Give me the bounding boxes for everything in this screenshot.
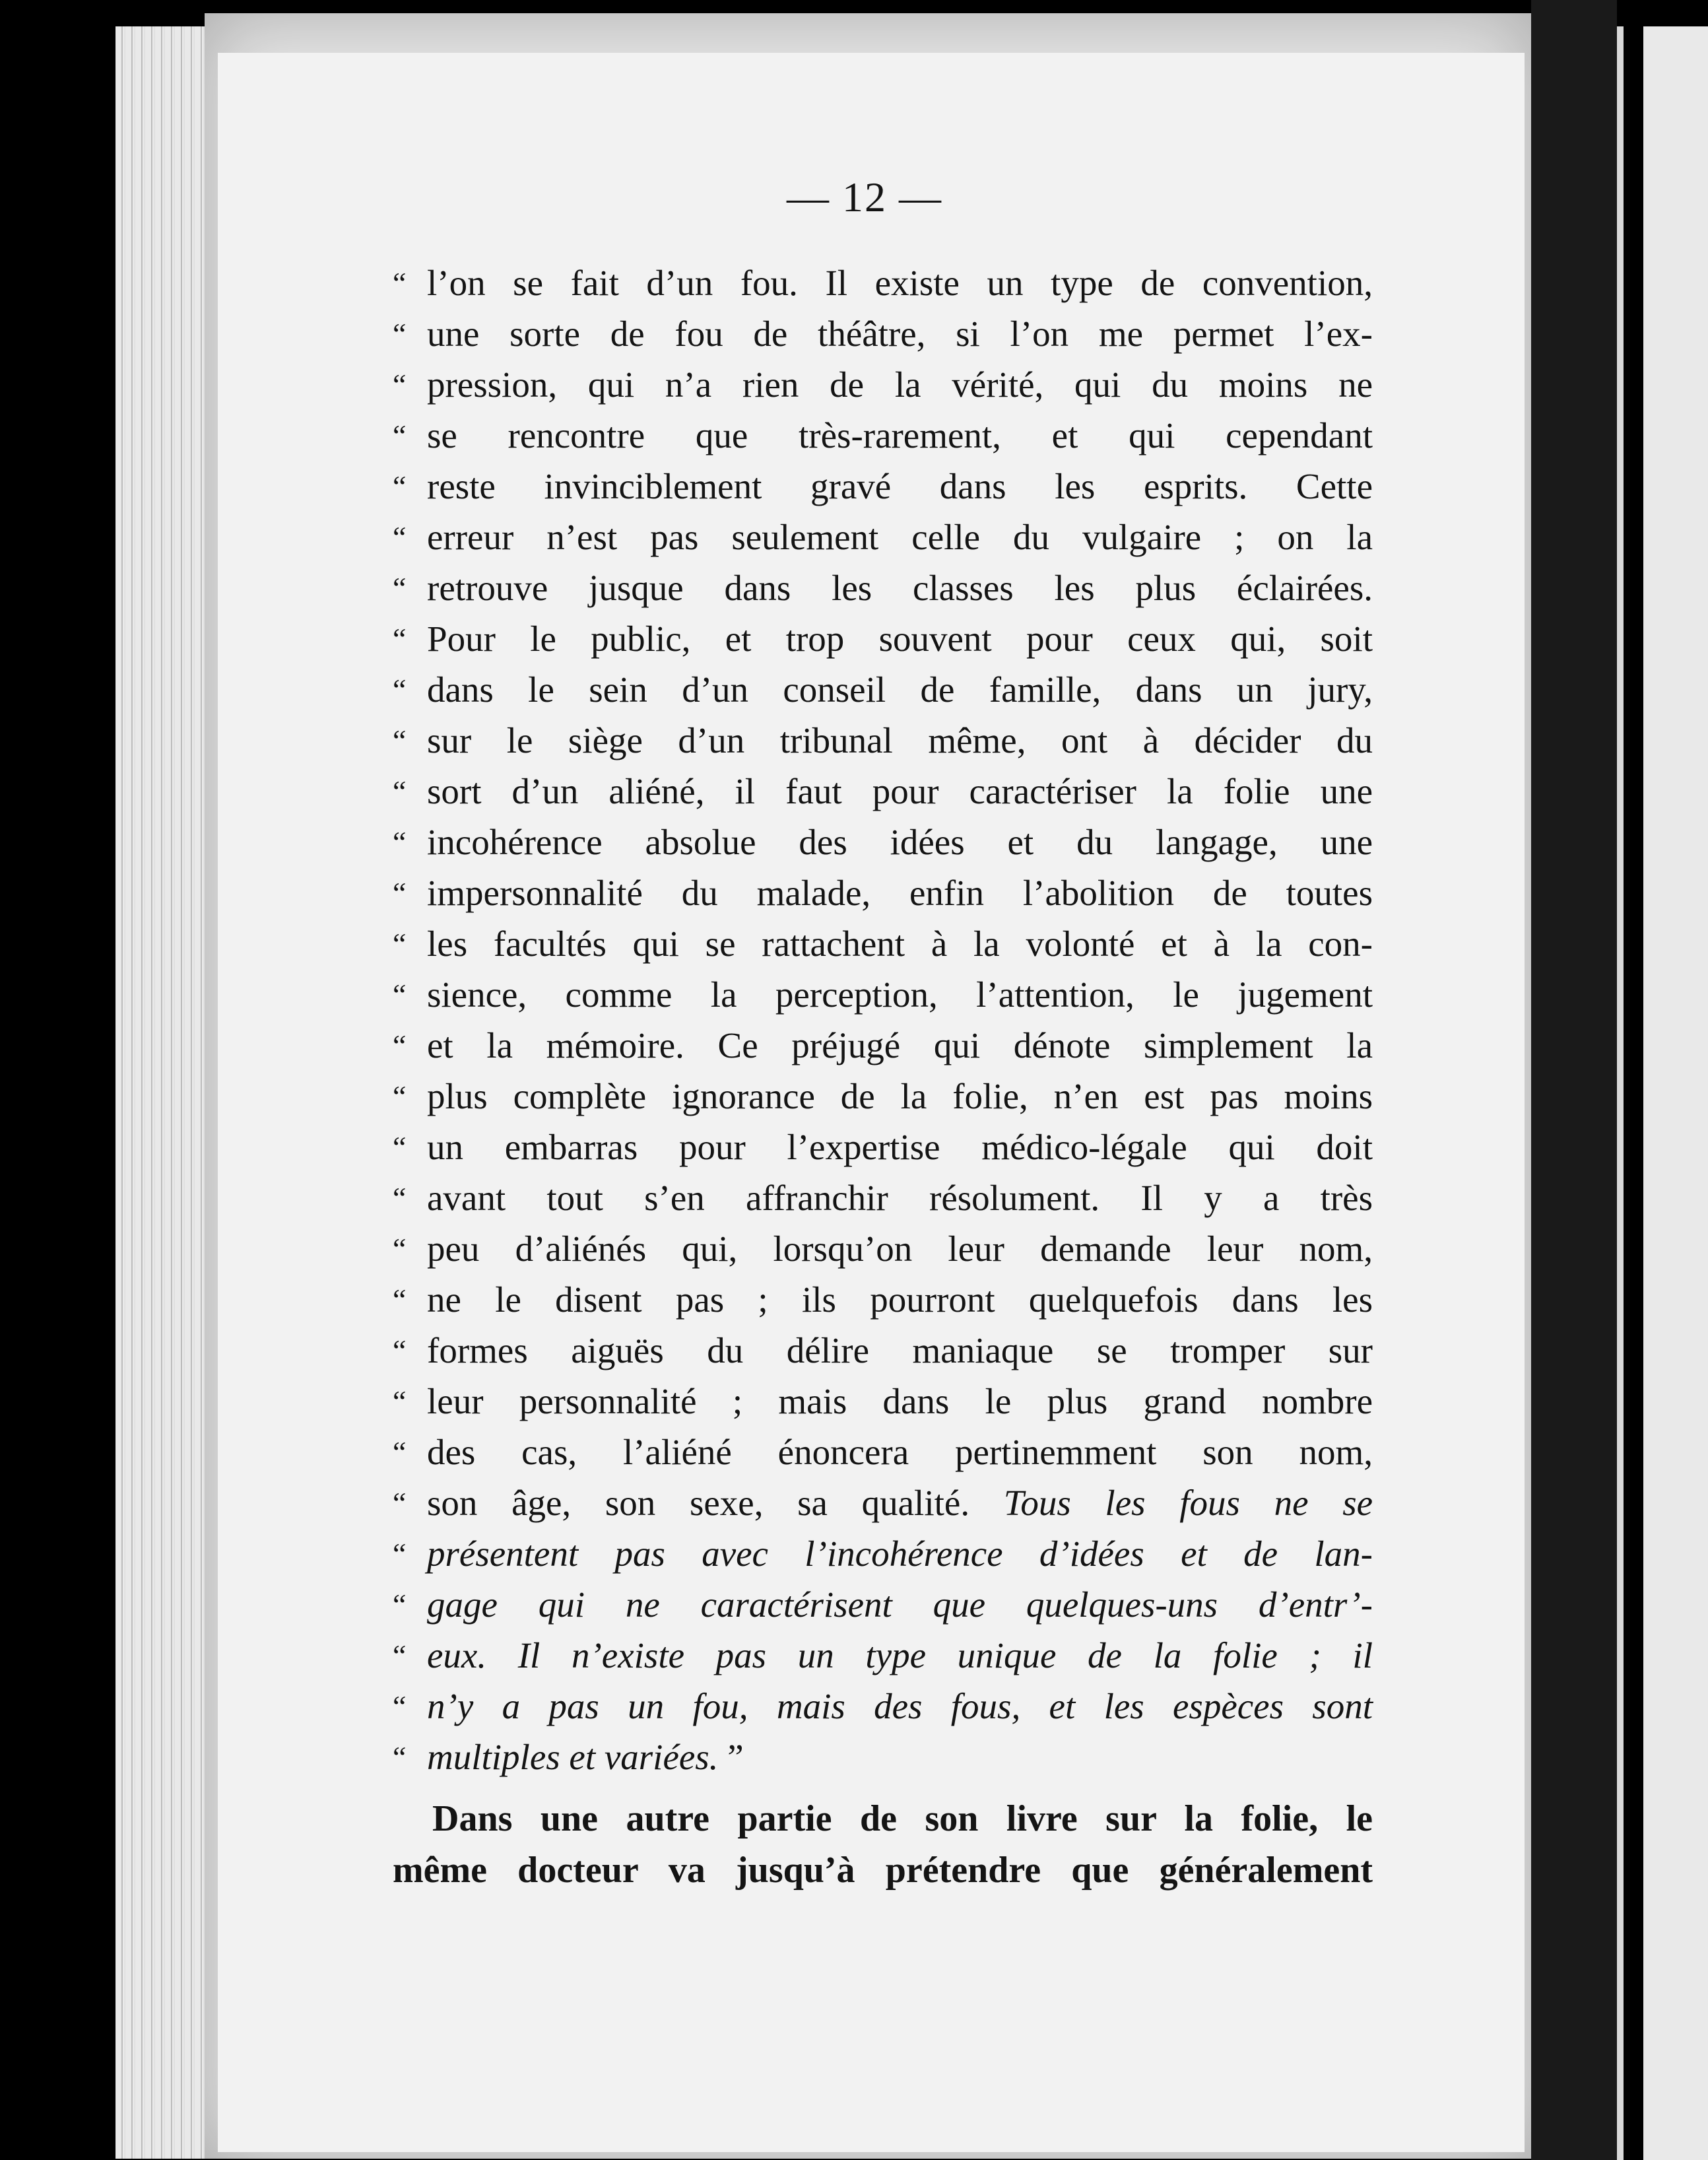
- quote-mark: “: [393, 1740, 407, 1774]
- quote-line-text: l’on se fait d’un fou. Il existe un type de convention,: [427, 263, 1373, 303]
- quote-line-text: reste invinciblement gravé dans les esprits. Cette: [427, 466, 1373, 506]
- quote-mark: “: [393, 978, 407, 1011]
- quote-mark: “: [393, 1333, 407, 1367]
- quote-mark: “: [393, 724, 407, 757]
- quote-line-text: incohérence absolue des idées et du langage, une: [427, 822, 1373, 862]
- quote-line-text: peu d’aliénés qui, lorsqu’on leur demande leur nom,: [427, 1229, 1373, 1269]
- quote-line-text: présentent pas avec l’incohérence d’idées et de lan-: [427, 1534, 1373, 1574]
- quote-mark: “: [393, 1029, 407, 1062]
- quote-mark: “: [393, 1435, 407, 1469]
- quote-mark: “: [393, 1130, 407, 1164]
- quote-line: [393, 1528, 1373, 1579]
- quote-line-text: dans le sein d’un conseil de famille, dans un jury,: [427, 669, 1373, 710]
- quote-mark: “: [393, 520, 407, 554]
- quote-line: [393, 817, 1373, 867]
- quote-line-final: [393, 1732, 1373, 1782]
- quote-line-text: sience, comme la perception, l’attention, le jugement: [427, 974, 1373, 1015]
- quote-line: [393, 1274, 1373, 1325]
- quote-mark: “: [393, 622, 407, 656]
- paragraph-line-text: même docteur va jusqu’à prétendre que généralement: [393, 1850, 1373, 1891]
- quote-mark: “: [393, 1486, 407, 1520]
- page-edges: [115, 26, 214, 2159]
- quote-line-text: erreur n’est pas seulement celle du vulgaire ; on la: [427, 517, 1373, 557]
- quote-line-text: n’y a pas un fou, mais des fous, et les espèces sont: [427, 1686, 1373, 1726]
- quotation-italic: [393, 1528, 1373, 1732]
- quote-line: [393, 918, 1373, 969]
- quote-mark: “: [393, 419, 407, 452]
- quote-line-text: se rencontre que très-rarement, et qui cependant: [427, 415, 1373, 456]
- quote-line-text: une sorte de fou de théâtre, si l’on me permet l’ex-: [427, 314, 1373, 354]
- quote-line: [393, 1122, 1373, 1172]
- quote-line: [393, 715, 1373, 766]
- quote-mark: “: [393, 876, 407, 910]
- quote-line-text: Pour le public, et trop souvent pour ceux qui, soit: [427, 619, 1373, 659]
- quote-line: [393, 1681, 1373, 1732]
- quote-line-text: impersonnalité du malade, enfin l’abolition de toutes: [427, 873, 1373, 913]
- quotation: [393, 257, 1373, 1477]
- quote-line: [393, 562, 1373, 613]
- quote-line-text: les facultés qui se rattachent à la volonté et à la con-: [427, 924, 1373, 964]
- quote-line: [393, 613, 1373, 664]
- quote-line: [393, 1630, 1373, 1681]
- book-gutter: [1531, 0, 1617, 2160]
- quote-mark: “: [393, 1283, 407, 1316]
- quote-line: [393, 867, 1373, 918]
- quote-line-text: plus complète ignorance de la folie, n’en est pas moins: [427, 1076, 1373, 1116]
- paragraph-line: [393, 1793, 1373, 1844]
- quote-mark: “: [393, 571, 407, 605]
- next-page-paper: [1643, 26, 1708, 2160]
- quote-line: [393, 1579, 1373, 1630]
- quote-line-text: gage qui ne caractérisent que quelques-uns d’entr’-: [427, 1584, 1373, 1625]
- quote-mark: “: [393, 1638, 407, 1672]
- quote-line-text: un embarras pour l’expertise médico-légale qui doit: [427, 1127, 1373, 1167]
- quote-mark: “: [393, 1079, 407, 1113]
- quote-line-text: sur le siège d’un tribunal même, ont à décider du: [427, 720, 1373, 760]
- quote-mark: “: [393, 266, 407, 300]
- quote-line: [393, 308, 1373, 359]
- quote-line: [393, 1020, 1373, 1071]
- quote-mark: “: [393, 317, 407, 351]
- quote-mark: “: [393, 673, 407, 706]
- quote-mark: “: [393, 1384, 407, 1418]
- quote-line: [393, 1172, 1373, 1223]
- quote-mark: “: [393, 1181, 407, 1215]
- quote-line-text: eux. Il n’existe pas un type unique de la folie ; il: [427, 1635, 1373, 1675]
- paragraph-line: [393, 1844, 1373, 1896]
- quote-line-text: leur personnalité ; mais dans le plus grand nombre: [427, 1381, 1373, 1421]
- quote-mark: “: [393, 469, 407, 503]
- quote-line-text: ne le disent pas ; ils pourront quelquefois dans les: [427, 1279, 1373, 1320]
- quote-line-text: retrouve jusque dans les classes les plus éclairées.: [427, 568, 1373, 608]
- quote-line-text: des cas, l’aliéné énoncera pertinemment son nom,: [427, 1432, 1373, 1472]
- page-number: — 12 —: [787, 174, 942, 220]
- quote-line-text: et la mémoire. Ce préjugé qui dénote simplement la: [427, 1025, 1373, 1065]
- quote-line: [393, 257, 1373, 308]
- quote-line: [393, 1325, 1373, 1376]
- quote-line-text: pression, qui n’a rien de la vérité, qui du moins ne: [427, 364, 1373, 405]
- quote-line: [393, 1427, 1373, 1477]
- next-page-edge: [1617, 26, 1708, 2160]
- quote-line: [393, 1376, 1373, 1427]
- quote-mark: “: [393, 825, 407, 859]
- quote-line-text: avant tout s’en affranchir résolument. Il y a très: [427, 1178, 1373, 1218]
- quote-line: [393, 461, 1373, 512]
- quote-line: [393, 410, 1373, 461]
- quote-mark: “: [393, 1232, 407, 1266]
- quote-line: [393, 969, 1373, 1020]
- paragraph: [393, 1793, 1373, 1896]
- quote-mark: “: [393, 1537, 407, 1570]
- quote-mark: “: [393, 1689, 407, 1723]
- quote-line-text: sort d’un aliéné, il faut pour caractériser la folie une: [427, 771, 1373, 811]
- paragraph-line-text: Dans une autre partie de son livre sur la folie, le: [432, 1798, 1373, 1839]
- quote-line: [393, 512, 1373, 562]
- quote-mark: “: [393, 927, 407, 961]
- quote-line: [393, 359, 1373, 410]
- quote-text-italic: Tous les fous ne se: [1003, 1483, 1373, 1523]
- quote-text-italic: multiples et variées.: [427, 1737, 719, 1777]
- quote-line: [393, 1071, 1373, 1122]
- quote-line: [393, 1223, 1373, 1274]
- quote-line: [393, 664, 1373, 715]
- quote-text-roman: son âge, son sexe, sa qualité.: [427, 1483, 970, 1523]
- quote-mark: “: [393, 368, 407, 401]
- quote-mark: “: [393, 1588, 407, 1621]
- quote-line: [393, 766, 1373, 817]
- text-block: [393, 257, 1373, 1896]
- closing-quote-mark: ”: [727, 1737, 744, 1777]
- quote-line-mixed: [393, 1477, 1373, 1528]
- quote-line-text: formes aiguës du délire maniaque se tromper sur: [427, 1330, 1373, 1370]
- quote-mark: “: [393, 774, 407, 808]
